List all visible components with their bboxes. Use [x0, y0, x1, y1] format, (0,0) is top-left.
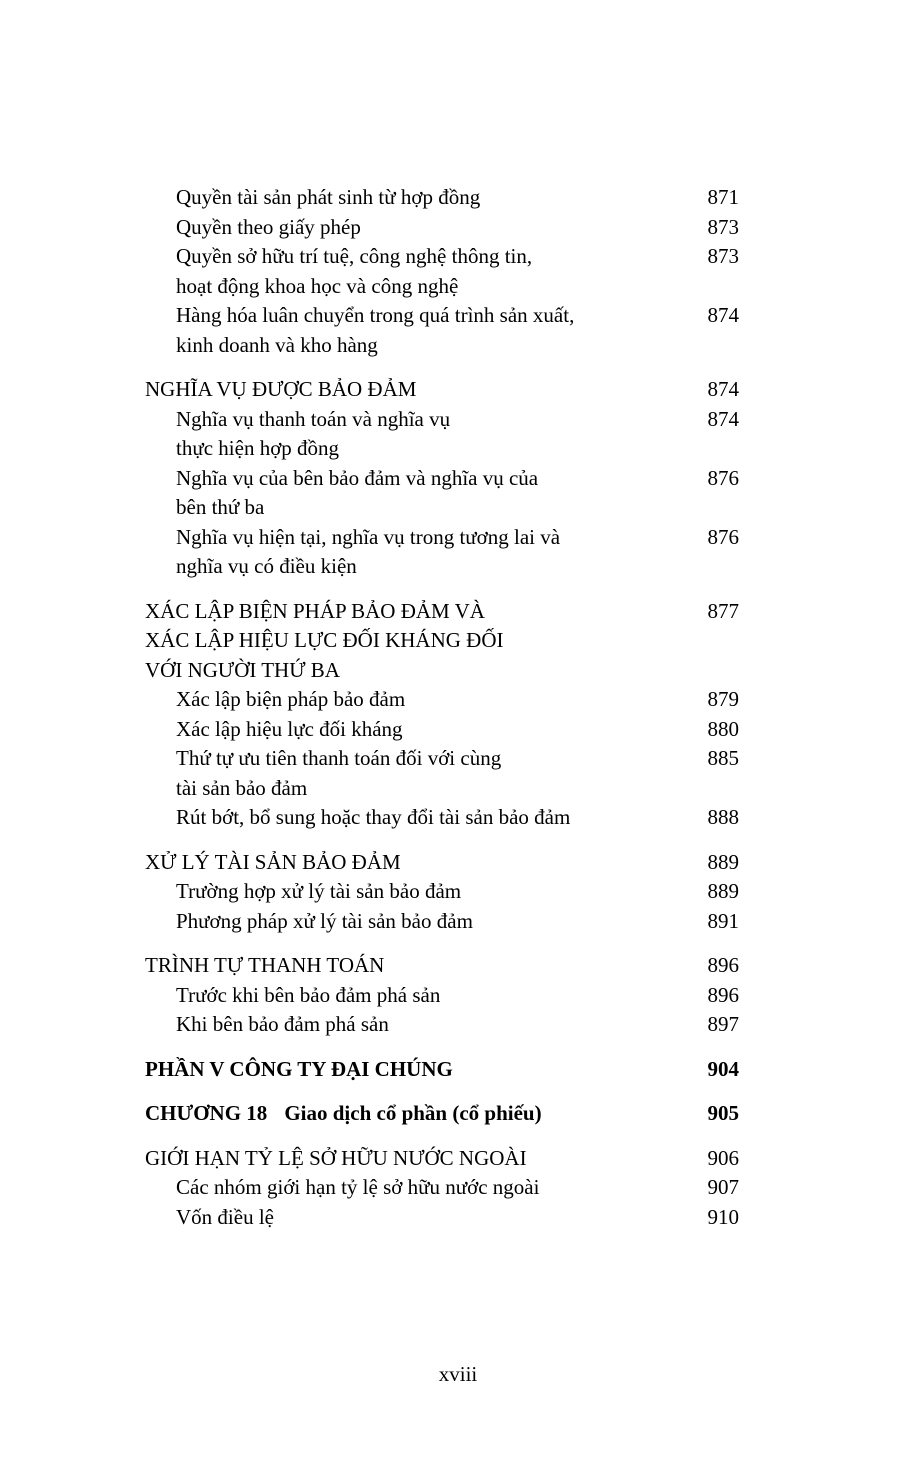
toc-entry-line: Phương pháp xử lý tài sản bảo đảm [176, 908, 473, 933]
toc-entry-line: Nghĩa vụ của bên bảo đảm và nghĩa vụ của [176, 465, 539, 490]
toc-entry-page: 888 [707, 805, 739, 829]
toc-entry-line: Trước khi bên bảo đảm phá sản [176, 982, 441, 1007]
toc-entry-page: 885 [707, 746, 739, 770]
toc-entry-line: TRÌNH TỰ THANH TOÁN [145, 953, 385, 977]
toc-entry-line: bên thứ ba [176, 495, 265, 519]
toc-entry [145, 405, 739, 464]
toc-entry-text [145, 464, 679, 523]
toc-entry [145, 213, 739, 243]
toc-entry [145, 1099, 739, 1129]
toc-entry-page: 906 [707, 1145, 739, 1170]
toc-entry [145, 1173, 739, 1203]
toc-entry-page: 896 [707, 953, 739, 977]
toc-entry [145, 375, 739, 405]
toc-entry-page: 873 [707, 214, 739, 239]
toc-entry-page: 905 [707, 1101, 739, 1125]
toc-entry [145, 1144, 739, 1174]
toc-entry-text [145, 1144, 679, 1174]
page-number-footer: xviii [438, 1362, 478, 1386]
toc-entry-page: 874 [707, 406, 739, 431]
toc-entry-line: Quyền sở hữu trí tuệ, công nghệ thông tin, [176, 244, 533, 268]
toc-entry-text [145, 907, 679, 937]
toc-entry-page: 876 [707, 524, 739, 549]
toc-entry-line: XÁC LẬP BIỆN PHÁP BẢO ĐẢM VÀ [145, 598, 485, 623]
toc-entry-text [145, 848, 679, 878]
toc-entry-line: GIỚI HẠN TỶ LỆ SỞ HỮU NƯỚC NGOÀI [145, 1145, 527, 1170]
toc-entry [145, 301, 739, 360]
toc-entry-line: VỚI NGƯỜI THỨ BA [145, 657, 340, 682]
toc-entry [145, 242, 739, 301]
toc-entry-line: NGHĨA VỤ ĐƯỢC BẢO ĐẢM [145, 377, 417, 401]
toc-entry-text [145, 523, 679, 582]
toc-entry-page: 891 [707, 908, 739, 933]
toc-list [145, 183, 739, 1232]
toc-entry-page: 874 [707, 303, 739, 327]
toc-entry-line: XỬ LÝ TÀI SẢN BẢO ĐẢM [145, 849, 401, 874]
toc-entry [145, 877, 739, 907]
toc-entry [145, 1055, 739, 1085]
toc-entry-line: Quyền tài sản phát sinh từ hợp đồng [176, 185, 481, 209]
chapter-label: CHƯƠNG 18 [145, 1101, 268, 1125]
chapter-title: Giao dịch cổ phần (cổ phiếu) [284, 1101, 542, 1125]
toc-entry [145, 951, 739, 981]
toc-entry-line: Xác lập biện pháp bảo đảm [176, 687, 406, 711]
toc-entry-text [145, 715, 679, 745]
toc-entry-line: nghĩa vụ có điều kiện [176, 554, 357, 578]
toc-entry-page: 876 [707, 465, 739, 490]
toc-entry-page: 907 [707, 1175, 739, 1199]
toc-entry-text [145, 1099, 679, 1129]
toc-entry [145, 803, 739, 833]
toc-entry-page: 910 [707, 1204, 739, 1229]
toc-entry-text [145, 597, 679, 686]
toc-entry-line [145, 1099, 679, 1129]
toc-entry-line: Các nhóm giới hạn tỷ lệ sở hữu nước ngoài [176, 1175, 540, 1199]
toc-entry-text [145, 242, 679, 301]
toc-entry-text [145, 405, 679, 464]
toc-entry-line: thực hiện hợp đồng [176, 436, 340, 460]
toc-entry-page: 896 [707, 982, 739, 1007]
toc-entry [145, 981, 739, 1011]
toc-entry-line: Vốn điều lệ [176, 1204, 274, 1229]
toc-entry-text [145, 375, 679, 405]
toc-entry-text [145, 213, 679, 243]
toc-entry-text [145, 951, 679, 981]
toc-entry [145, 744, 739, 803]
toc-entry-text [145, 981, 679, 1011]
toc-entry-text [145, 1173, 679, 1203]
toc-entry-page: 880 [707, 716, 739, 741]
toc-entry-text [145, 744, 679, 803]
toc-entry-line: Thứ tự ưu tiên thanh toán đối với cùng [176, 746, 502, 770]
toc-entry-text [145, 803, 679, 833]
toc-entry [145, 597, 739, 686]
toc-entry-line: Khi bên bảo đảm phá sản [176, 1012, 389, 1036]
toc-entry-text [145, 1055, 679, 1085]
toc-entry [145, 464, 739, 523]
toc-entry-text [145, 877, 679, 907]
toc-entry [145, 715, 739, 745]
toc-entry-line: XÁC LẬP HIỆU LỰC ĐỐI KHÁNG ĐỐI [145, 628, 504, 652]
toc-entry-line: Rút bớt, bổ sung hoặc thay đổi tài sản bảo đảm [176, 805, 571, 829]
toc-entry-text [145, 685, 679, 715]
toc-entry-line: tài sản bảo đảm [176, 775, 308, 800]
toc-entry-text [145, 1010, 679, 1040]
toc-entry [145, 1203, 739, 1233]
toc-entry [145, 907, 739, 937]
toc-entry [145, 523, 739, 582]
toc-entry-line: Nghĩa vụ hiện tại, nghĩa vụ trong tương lai và [176, 524, 561, 549]
toc-entry-line: Quyền theo giấy phép [176, 214, 361, 239]
toc-entry-line: Xác lập hiệu lực đối kháng [176, 716, 403, 741]
toc-entry-page: 874 [707, 377, 739, 401]
toc-entry-line: Hàng hóa luân chuyển trong quá trình sản xuất, [176, 303, 575, 327]
toc-entry-line: kinh doanh và kho hàng [176, 332, 378, 357]
toc-entry-text [145, 301, 679, 360]
toc-entry-line: Nghĩa vụ thanh toán và nghĩa vụ [176, 406, 451, 431]
toc-entry [145, 183, 739, 213]
toc-entry-page: 879 [707, 687, 739, 711]
toc-entry-page: 889 [707, 849, 739, 874]
toc-entry [145, 848, 739, 878]
toc-entry-page: 904 [707, 1056, 739, 1081]
toc-entry-line: hoạt động khoa học và công nghệ [176, 273, 459, 298]
toc-entry-page: 871 [707, 185, 739, 209]
toc-entry [145, 685, 739, 715]
toc-entry-text [145, 1203, 679, 1233]
toc-entry-page: 897 [707, 1012, 739, 1036]
toc-entry-line: Trường hợp xử lý tài sản bảo đảm [176, 879, 462, 903]
toc-entry [145, 1010, 739, 1040]
toc-entry-line: PHẦN V CÔNG TY ĐẠI CHÚNG [145, 1056, 453, 1081]
toc-entry-text [145, 183, 679, 213]
toc-entry-page: 877 [707, 598, 739, 623]
toc-entry-page: 889 [707, 879, 739, 903]
toc-entry-page: 873 [707, 244, 739, 268]
